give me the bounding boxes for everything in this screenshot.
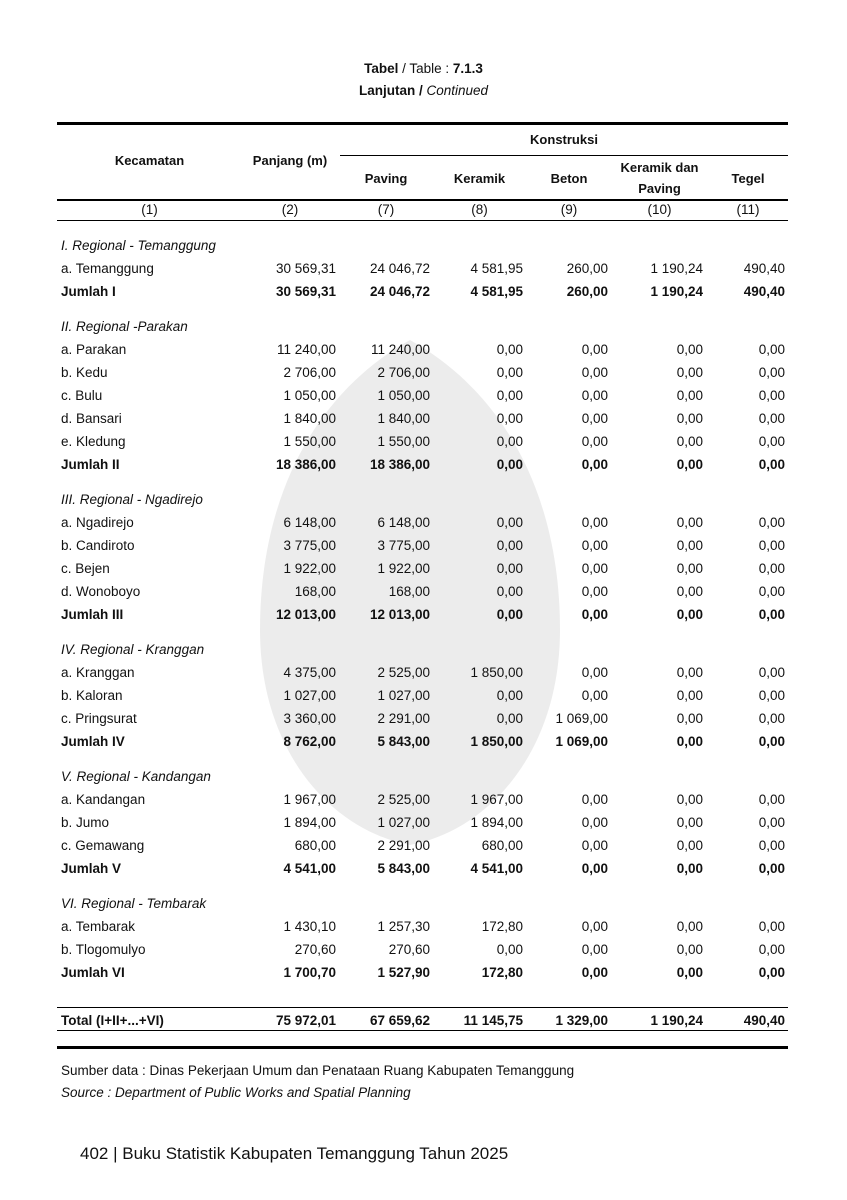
grand-total-row-value: 490,40 [743,1013,785,1028]
subtotal-row-value: 24 046,72 [369,284,430,299]
table-row-value: 2 525,00 [377,792,430,807]
table-row-name: c. Gemawang [61,838,145,853]
table-row-name: b. Kaloran [61,688,123,703]
table-row-value: 0,00 [676,342,703,357]
total-top-rule [57,1007,788,1008]
subtotal-row-value: 12 013,00 [369,607,430,622]
subtotal-row-value: 18 386,00 [275,457,336,472]
table-row-value: 0,00 [758,515,785,530]
table-row-value: 0,00 [758,434,785,449]
table-row-value: 1 190,24 [650,261,703,276]
header-tegel: Tegel [731,171,765,186]
table-row-value: 30 569,31 [275,261,336,276]
table-title: Tabel / Table : 7.1.3 [364,61,483,76]
table-row-value: 0,00 [496,688,523,703]
subtotal-row-value: 1 069,00 [555,734,608,749]
group-heading: II. Regional -Parakan [61,319,188,334]
table-row-value: 1 840,00 [283,411,336,426]
subtotal-row-value: 30 569,31 [275,284,336,299]
table-row-name: b. Kedu [61,365,108,380]
grand-total-row-value: 1 329,00 [555,1013,608,1028]
subtotal-row-name: Jumlah III [61,607,124,622]
grand-total-row-value: 67 659,62 [369,1013,430,1028]
table-subtitle: Lanjutan / Continued [358,83,489,98]
table-row-value: 1 894,00 [283,815,336,830]
table-row-value: 2 291,00 [377,838,430,853]
table-row-value: 680,00 [294,838,336,853]
column-number: (9) [560,202,578,217]
table-row-value: 0,00 [581,411,608,426]
table-row-name: a. Tembarak [61,919,136,934]
column-number: (11) [736,202,760,217]
total-bottom-rule [57,1030,788,1031]
table-row-value: 1 050,00 [377,388,430,403]
subtotal-row-value: 4 581,95 [470,284,523,299]
table-row-value: 1 027,00 [377,815,430,830]
table-row-value: 0,00 [676,561,703,576]
table-row-value: 168,00 [294,584,336,599]
table-row-value: 0,00 [676,388,703,403]
subtotal-row-value: 18 386,00 [369,457,430,472]
subtotal-row-value: 0,00 [581,457,608,472]
header-keramik: Keramik [453,171,506,186]
table-row-name: a. Ngadirejo [61,515,134,530]
table-row-value: 0,00 [496,388,523,403]
subtotal-row-value: 0,00 [758,965,785,980]
table-row-name: b. Tlogomulyo [61,942,146,957]
subtotal-row-value: 260,00 [566,284,608,299]
table-row-value: 2 291,00 [377,711,430,726]
table-row-value: 0,00 [758,388,785,403]
table-row-value: 0,00 [676,792,703,807]
table-row-value: 0,00 [676,815,703,830]
source-id: Sumber data : Dinas Pekerjaan Umum dan Penataan Ruang Kabupaten Temanggung [61,1063,575,1078]
table-row-value: 0,00 [676,434,703,449]
table-row-name: c. Bejen [61,561,110,576]
table-row-value: 1 430,10 [283,919,336,934]
table-row-value: 3 775,00 [283,538,336,553]
table-row-value: 0,00 [496,561,523,576]
top-rule [57,122,788,125]
table-row-value: 1 850,00 [470,665,523,680]
table-row-value: 4 375,00 [283,665,336,680]
table-row-value: 1 894,00 [470,815,523,830]
table-row-value: 2 525,00 [377,665,430,680]
table-row-value: 0,00 [676,515,703,530]
table-row-value: 490,40 [743,261,785,276]
table-row-name: a. Parakan [61,342,127,357]
subtotal-row-name: Jumlah I [61,284,116,299]
table-row-value: 168,00 [388,584,430,599]
group-heading: I. Regional - Temanggung [61,238,216,253]
column-number: (8) [471,202,488,217]
table-row-value: 0,00 [676,365,703,380]
colnum-rule [57,220,788,221]
table-row-value: 11 240,00 [276,342,336,357]
header-keramik-paving-1: Keramik dan [620,160,699,175]
table-row-name: c. Pringsurat [61,711,137,726]
table-row-name: d. Bansari [61,411,122,426]
subtotal-row-value: 5 843,00 [377,734,430,749]
grand-total-row-name: Total (I+II+...+VI) [61,1013,164,1028]
table-row-value: 0,00 [758,561,785,576]
table-row-value: 24 046,72 [369,261,430,276]
table-row-value: 0,00 [758,711,785,726]
subtotal-row-name: Jumlah V [61,861,122,876]
table-row-value: 260,00 [566,261,608,276]
table-row-value: 0,00 [581,688,608,703]
page-footer: 402 | Buku Statistik Kabupaten Temanggung Tahun 2025 [80,1144,509,1163]
subtotal-row-value: 4 541,00 [283,861,336,876]
subtotal-row-name: Jumlah II [61,457,120,472]
table-row-value: 0,00 [581,434,608,449]
table-row-value: 0,00 [496,434,523,449]
table-row-value: 0,00 [758,342,785,357]
table-row-value: 0,00 [581,815,608,830]
subtotal-row-value: 1 850,00 [470,734,523,749]
table-row-value: 0,00 [676,538,703,553]
subtotal-row-value: 0,00 [758,607,785,622]
table-row-name: b. Jumo [61,815,110,830]
table-row-value: 0,00 [581,838,608,853]
table-row-value: 0,00 [676,584,703,599]
table-row-value: 0,00 [581,388,608,403]
subtotal-row-value: 0,00 [758,457,785,472]
table-row-value: 0,00 [581,365,608,380]
subtotal-row-value: 1 700,70 [283,965,336,980]
group-heading: III. Regional - Ngadirejo [61,492,203,507]
table-row-value: 0,00 [581,561,608,576]
table-row-value: 0,00 [581,792,608,807]
table-row-value: 1 550,00 [377,434,430,449]
table-row-value: 0,00 [758,792,785,807]
table-row-value: 1 069,00 [555,711,608,726]
table-row-value: 0,00 [676,942,703,957]
table-row-value: 4 581,95 [470,261,523,276]
table-row-value: 3 360,00 [283,711,336,726]
table-row-value: 680,00 [481,838,523,853]
subtotal-row-value: 0,00 [758,734,785,749]
subtotal-row-value: 0,00 [581,965,608,980]
table-row-value: 0,00 [676,688,703,703]
subtotal-row-value: 0,00 [676,965,703,980]
table-row-value: 0,00 [758,688,785,703]
column-number: (10) [647,202,672,217]
table-row-value: 0,00 [758,815,785,830]
table-row-name: a. Kandangan [61,792,146,807]
grand-total-row-value: 75 972,01 [275,1013,336,1028]
table-row-name: d. Wonoboyo [61,584,141,599]
source-en: Source : Department of Public Works and Spatial Planning [61,1085,411,1100]
table-row-value: 1 027,00 [377,688,430,703]
group-heading: IV. Regional - Kranggan [61,642,205,657]
header-paving: Paving [364,171,408,186]
table-row-value: 0,00 [758,919,785,934]
bottom-rule [57,1046,788,1049]
table-row-value: 2 706,00 [377,365,430,380]
table-row-value: 0,00 [758,838,785,853]
subtotal-row-value: 1 527,90 [377,965,430,980]
table-row-value: 0,00 [676,711,703,726]
subtotal-row-value: 5 843,00 [377,861,430,876]
table-row-value: 0,00 [581,665,608,680]
column-number: (7) [377,202,395,217]
table-row-value: 0,00 [581,919,608,934]
table-row-value: 6 148,00 [377,515,430,530]
table-row-value: 270,60 [294,942,336,957]
grand-total-row-value: 11 145,75 [463,1013,523,1028]
header-konstruksi: Konstruksi [530,132,598,147]
table-row-value: 1 550,00 [283,434,336,449]
header-panjang: Panjang (m) [252,153,328,168]
table-row-value: 0,00 [581,342,608,357]
table-row-value: 0,00 [758,665,785,680]
table-row-value: 0,00 [496,584,523,599]
subtotal-row-value: 0,00 [581,607,608,622]
table-row-value: 172,80 [481,919,523,934]
table-row-value: 0,00 [581,584,608,599]
table-row-value: 1 840,00 [377,411,430,426]
subtotal-row-value: 0,00 [758,861,785,876]
table-row-value: 0,00 [581,538,608,553]
subtotal-row-value: 0,00 [581,861,608,876]
table-row-value: 0,00 [758,411,785,426]
subtotal-row-name: Jumlah IV [61,734,125,749]
table-row-value: 3 775,00 [377,538,430,553]
table-row-value: 11 240,00 [370,342,430,357]
subtotal-row-value: 490,40 [743,284,785,299]
group-heading: V. Regional - Kandangan [61,769,211,784]
table-row-value: 0,00 [496,942,523,957]
table-row-name: e. Kledung [61,434,126,449]
subtotal-row-name: Jumlah VI [61,965,125,980]
subtotal-row-value: 4 541,00 [470,861,523,876]
table-row-value: 0,00 [676,919,703,934]
table-row-value: 1 967,00 [470,792,523,807]
header-bottom-rule [57,199,788,201]
subtotal-row-value: 0,00 [496,607,523,622]
subtotal-row-value: 0,00 [676,861,703,876]
subtotal-row-value: 0,00 [676,457,703,472]
table-row-value: 0,00 [676,411,703,426]
table-row-value: 1 967,00 [283,792,336,807]
subtotal-row-value: 0,00 [676,734,703,749]
subtotal-row-value: 12 013,00 [275,607,336,622]
table-row-value: 0,00 [758,538,785,553]
subtotal-row-value: 1 190,24 [650,284,703,299]
table-row-value: 0,00 [496,342,523,357]
table-row-name: c. Bulu [61,388,103,403]
table-row-value: 0,00 [758,942,785,957]
table-row-value: 0,00 [581,942,608,957]
column-number: (2) [281,202,299,217]
table-row-name: a. Kranggan [61,665,135,680]
table-row-value: 0,00 [581,515,608,530]
group-heading: VI. Regional - Tembarak [61,896,207,911]
subtotal-row-value: 172,80 [481,965,523,980]
header-keramik-paving-2: Paving [638,181,681,196]
header-kecamatan: Kecamatan [114,153,185,168]
table-row-name: b. Candiroto [61,538,135,553]
table-row-value: 1 027,00 [283,688,336,703]
grand-total-row-value: 1 190,24 [650,1013,703,1028]
header-beton: Beton [550,171,588,186]
table-row-value: 0,00 [758,584,785,599]
table-row-value: 0,00 [496,538,523,553]
table-row-value: 6 148,00 [283,515,336,530]
subtotal-row-value: 8 762,00 [283,734,336,749]
table-row-value: 1 922,00 [377,561,430,576]
table-row-value: 0,00 [496,515,523,530]
table-row-name: a. Temanggung [61,261,154,276]
column-number: (1) [141,202,158,217]
table-row-value: 1 050,00 [283,388,336,403]
konstruksi-rule [340,155,788,156]
table-row-value: 0,00 [758,365,785,380]
table-row-value: 1 257,30 [377,919,430,934]
table-row-value: 0,00 [496,411,523,426]
table-row-value: 0,00 [496,711,523,726]
table-row-value: 0,00 [676,838,703,853]
table-row-value: 2 706,00 [283,365,336,380]
subtotal-row-value: 0,00 [676,607,703,622]
table-row-value: 1 922,00 [283,561,336,576]
table-row-value: 270,60 [388,942,430,957]
table-row-value: 0,00 [496,365,523,380]
table-row-value: 0,00 [676,665,703,680]
subtotal-row-value: 0,00 [496,457,523,472]
